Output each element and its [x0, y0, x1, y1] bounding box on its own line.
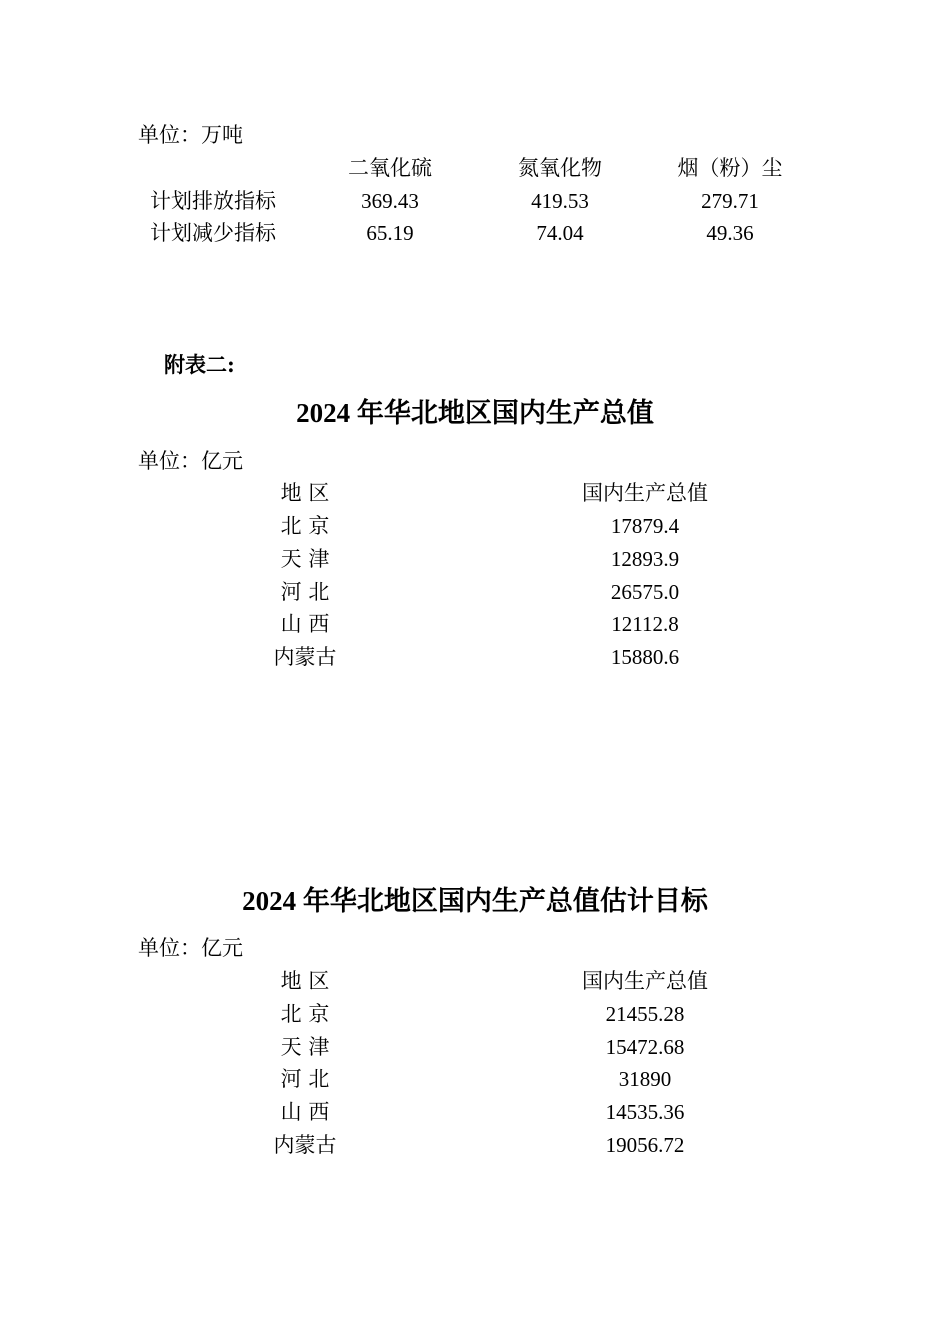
gdp-value-cell: 12112.8 — [611, 612, 679, 636]
emissions-row-label-reduction: 计划减少指标 — [150, 221, 276, 245]
gdp-region-cell: 山 西 — [280, 612, 330, 636]
emissions-cell: 419.53 — [531, 189, 589, 213]
emissions-row-label-planned: 计划排放指标 — [150, 189, 276, 213]
gdp-target-region-cell: 河 北 — [280, 1067, 330, 1091]
gdp-target-value-cell: 14535.36 — [605, 1100, 685, 1124]
emissions-cell: 369.43 — [361, 189, 419, 213]
gdp-target-table-title: 2024 年华北地区国内生产总值估计目标 — [242, 886, 708, 916]
gdp-value-cell: 26575.0 — [610, 580, 680, 604]
gdp-value-cell: 17879.4 — [610, 514, 680, 538]
emissions-cell: 49.36 — [706, 221, 754, 245]
gdp-target-region-cell: 内蒙古 — [273, 1133, 337, 1157]
emissions-cell: 279.71 — [701, 189, 759, 213]
gdp-header-region: 地 区 — [280, 481, 330, 505]
gdp-target-header-value: 国内生产总值 — [582, 969, 708, 993]
gdp-region-cell: 河 北 — [280, 580, 330, 604]
emissions-cell: 74.04 — [536, 221, 584, 245]
emissions-col-nox: 氮氧化物 — [518, 156, 602, 180]
gdp-region-cell: 天 津 — [280, 547, 330, 571]
gdp-target-header-region: 地 区 — [280, 969, 330, 993]
gdp-target-value-cell: 19056.72 — [605, 1133, 685, 1157]
gdp-target-unit-label: 单位：亿元 — [138, 936, 243, 960]
gdp-unit-label: 单位：亿元 — [138, 449, 243, 473]
emissions-col-dust: 烟（粉）尘 — [677, 156, 783, 180]
gdp-region-cell: 内蒙古 — [273, 645, 337, 669]
gdp-table-title: 2024 年华北地区国内生产总值 — [296, 398, 654, 428]
gdp-target-value-cell: 31890 — [618, 1067, 672, 1091]
emissions-cell: 65.19 — [366, 221, 414, 245]
gdp-value-cell: 12893.9 — [610, 547, 680, 571]
gdp-header-value: 国内生产总值 — [582, 481, 708, 505]
gdp-target-value-cell: 21455.28 — [605, 1002, 685, 1026]
gdp-target-region-cell: 天 津 — [280, 1035, 330, 1059]
emissions-col-so2: 二氧化硫 — [348, 156, 432, 180]
gdp-target-region-cell: 北 京 — [280, 1002, 330, 1026]
gdp-target-value-cell: 15472.68 — [605, 1035, 685, 1059]
gdp-target-region-cell: 山 西 — [280, 1100, 330, 1124]
gdp-region-cell: 北 京 — [280, 514, 330, 538]
emissions-unit-label: 单位：万吨 — [138, 123, 243, 147]
appendix-label: 附表二: — [164, 352, 235, 377]
gdp-value-cell: 15880.6 — [610, 645, 680, 669]
